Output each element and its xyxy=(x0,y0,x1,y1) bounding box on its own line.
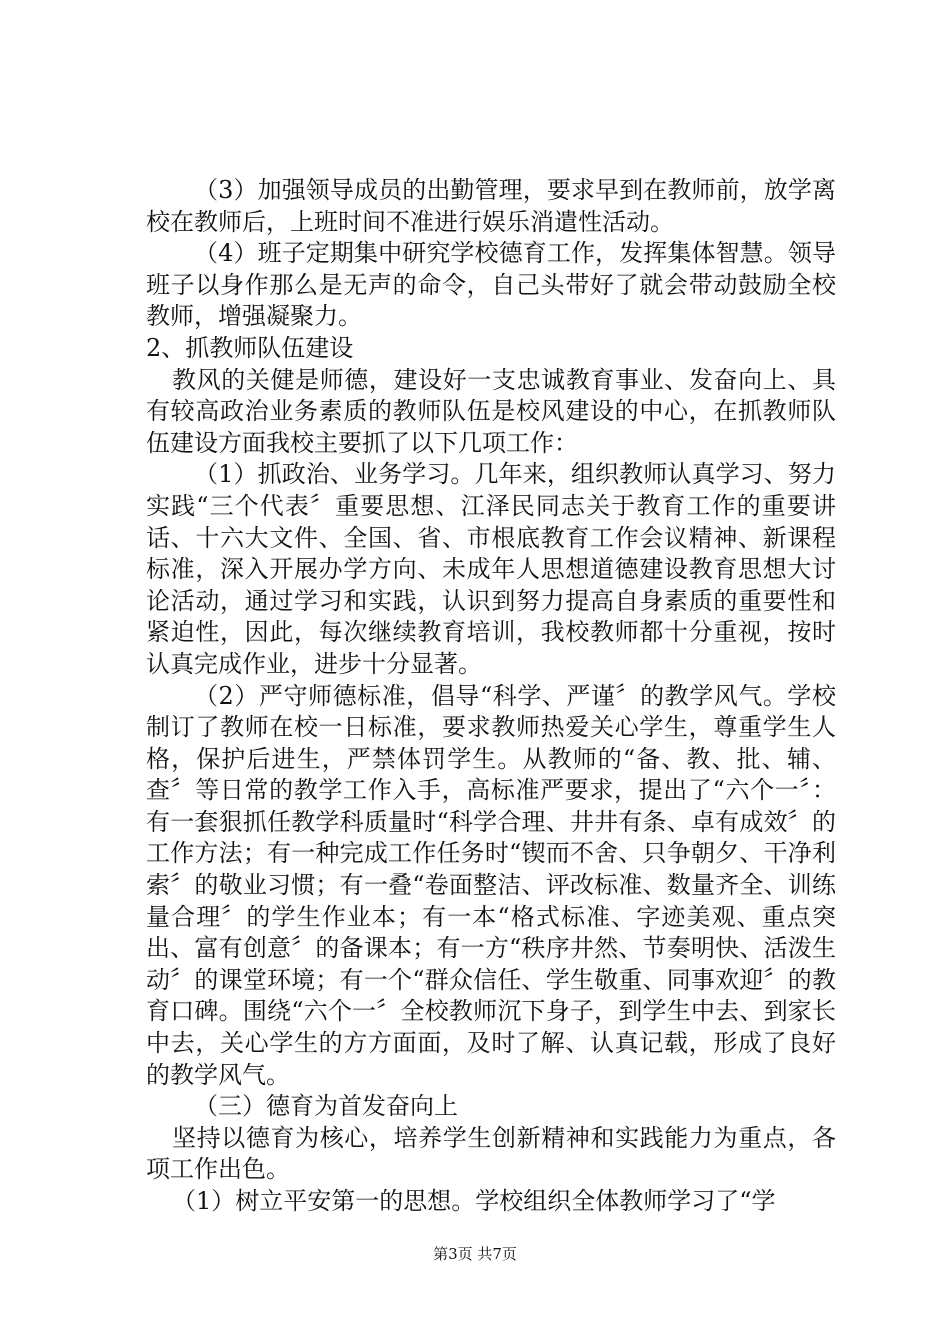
paragraph-leadership-attendance: （3）加强领导成员的出勤管理，要求早到在教师前，放学离校在教师后，上班时间不准进行娱乐消遣性活动。 xyxy=(146,176,836,236)
paragraph-moral-core: 坚持以德育为核心，培养学生创新精神和实践能力为重点，各项工作出色。 xyxy=(146,1123,836,1184)
paragraph-teaching-ethics: 教风的关健是师德，建设好一支忠诚教育事业、发奋向上、具有较高政治业务素质的教师队伍是校风建设的中心，在抓教师队伍建设方面我校主要抓了以下几项工作： xyxy=(146,365,836,457)
heading-moral-education: （三）德育为首发奋向上 xyxy=(194,1092,458,1121)
document-body xyxy=(146,175,836,1218)
paragraph-safety-first: （1）树立平安第一的思想。学校组织全体教师学习了“学 xyxy=(172,1187,776,1215)
heading-teacher-team: 2、抓教师队伍建设 xyxy=(146,333,354,362)
paragraph-ethics-standard: （2）严守师德标准，倡导“科学、严谨〞的教学风气。学校制订了教师在校一日标准，要求教师热爱关心学生，尊重学生人格，保护后进生，严禁体罚学生。从教师的“备、教、批、辅、查〞等日常的教学工作入手，高标准严要求，提出了“六个一〞：有一套狠抓任教学科质量时“科学合理、井井有条、卓有成效〞的工作方法；有一种完成工作任务时“锲而不舍、只争朝夕、干净利索〞的敬业习惯；有一叠“卷面整洁、评改标准、数量齐全、训练量合理〞的学生作业本；有一本“格式标准、字迹美观、重点突出、富有创意〞的备课本；有一方“秩序井然、节奏明快、活泼生动〞的课堂环境；有一个“群众信任、学生敬重、同事欢迎〞的教育口碑。围绕“六个一〞全校教师沉下身子，到学生中去、到家长中去，关心学生的方方面面，及时了解、认真记载，形成了良好的教学风气。 xyxy=(146,681,836,1089)
page-number-footer: 第3页 共7页 xyxy=(433,1245,517,1263)
paragraph-political-study: （1）抓政治、业务学习。几年来，组织教师认真学习、努力实践“三个代表〞重要思想、江泽民同志关于教育工作的重要讲话、十六大文件、全国、省、市根底教育工作会议精神、新课程标准，深入开展办学方向、未成年人思想道德建设教育思想大讨论活动，通过学习和实践，认识到努力提高自身素质的重要性和紧迫性，因此，每次继续教育培训，我校教师都十分重视，按时认真完成作业，进步十分显著。 xyxy=(146,460,836,678)
paragraph-leadership-study: （4）班子定期集中研究学校德育工作，发挥集体智慧。领导班子以身作那么是无声的命令，自己头带好了就会带动鼓励全校教师，增强凝聚力。 xyxy=(146,239,836,331)
